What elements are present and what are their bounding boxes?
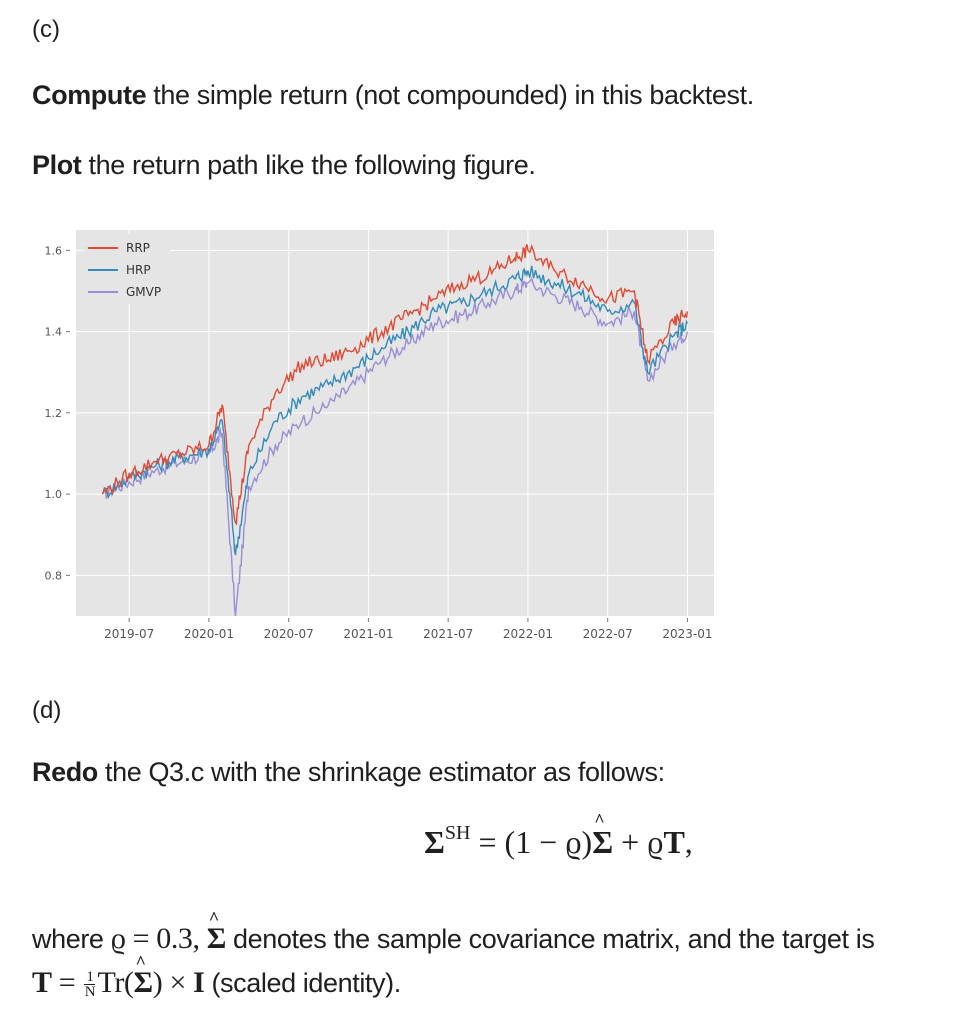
trace-open: Tr(	[97, 966, 134, 999]
trace-close: ) ×	[152, 966, 194, 999]
identity-i: I	[193, 966, 205, 999]
y-tick-label: 1.0	[44, 488, 62, 502]
where-line	[32, 922, 874, 956]
x-tick-label: 2022-01	[502, 627, 553, 641]
trace-sigma-hat: Σ ^	[134, 966, 153, 999]
part-c-instruction-compute	[32, 80, 754, 111]
x-tick-label: 2021-01	[343, 627, 394, 641]
x-tick-label: 2020-01	[183, 627, 234, 641]
fraction-numerator: 1	[86, 969, 94, 986]
compute-bold: Compute	[32, 80, 147, 110]
return-path-chart	[30, 222, 720, 652]
target-line	[32, 966, 401, 1000]
y-tick-label: 1.6	[44, 244, 62, 258]
y-tick-label: 0.8	[44, 569, 62, 583]
y-tick-label: 1.2	[44, 406, 62, 420]
legend-label-gmvp: GMVP	[126, 285, 162, 299]
legend	[84, 234, 170, 304]
formula-sigma-lhs: Σ	[424, 824, 445, 860]
target-equals: =	[51, 966, 83, 999]
part-c-instruction-plot	[32, 150, 535, 181]
scaled-identity-text: (scaled identity).	[204, 968, 401, 998]
formula-sh-superscript: SH	[444, 822, 471, 844]
redo-bold: Redo	[32, 757, 98, 787]
part-d-instruction	[32, 757, 665, 788]
plot-text: the return path like the following figure.	[81, 150, 536, 180]
formula-sigma-hat: Σ ^	[592, 824, 613, 860]
legend-label-hrp: HRP	[126, 263, 151, 277]
formula-rhs-b: + ϱ	[613, 824, 664, 860]
fraction-one-over-n	[84, 970, 95, 999]
y-axis-ticks	[45, 244, 71, 582]
formula-target: T	[663, 824, 685, 860]
y-tick-label: 1.4	[44, 325, 62, 339]
formula-end: ,	[684, 824, 693, 860]
where-description: denotes the sample covariance matrix, and the target is	[225, 924, 875, 954]
redo-text: the Q3.c with the shrinkage estimator as follows:	[97, 757, 665, 787]
plot-area	[76, 230, 714, 616]
x-axis-ticks	[104, 618, 712, 641]
x-tick-label: 2022-07	[582, 627, 633, 641]
sigma-hat-inline: Σ ^	[207, 922, 226, 955]
x-tick-label: 2021-07	[423, 627, 474, 641]
where-text: where	[32, 924, 111, 954]
part-d-label: (d)	[32, 697, 62, 724]
shrinkage-formula	[424, 824, 693, 861]
formula-rhs-a: = (1 − ϱ)	[470, 824, 593, 860]
part-c-label: (c)	[32, 16, 60, 43]
compute-text: the simple return (not compounded) in this backtest.	[146, 80, 754, 110]
x-tick-label: 2023-01	[662, 627, 713, 641]
legend-label-rrp: RRP	[126, 241, 150, 255]
target-t: T	[32, 966, 52, 999]
plot-bold: Plot	[32, 150, 82, 180]
fraction-denominator: N	[84, 984, 96, 1001]
x-tick-label: 2019-07	[104, 627, 155, 641]
rho-equation: ϱ = 0.3,	[110, 922, 207, 955]
x-tick-label: 2020-07	[263, 627, 314, 641]
